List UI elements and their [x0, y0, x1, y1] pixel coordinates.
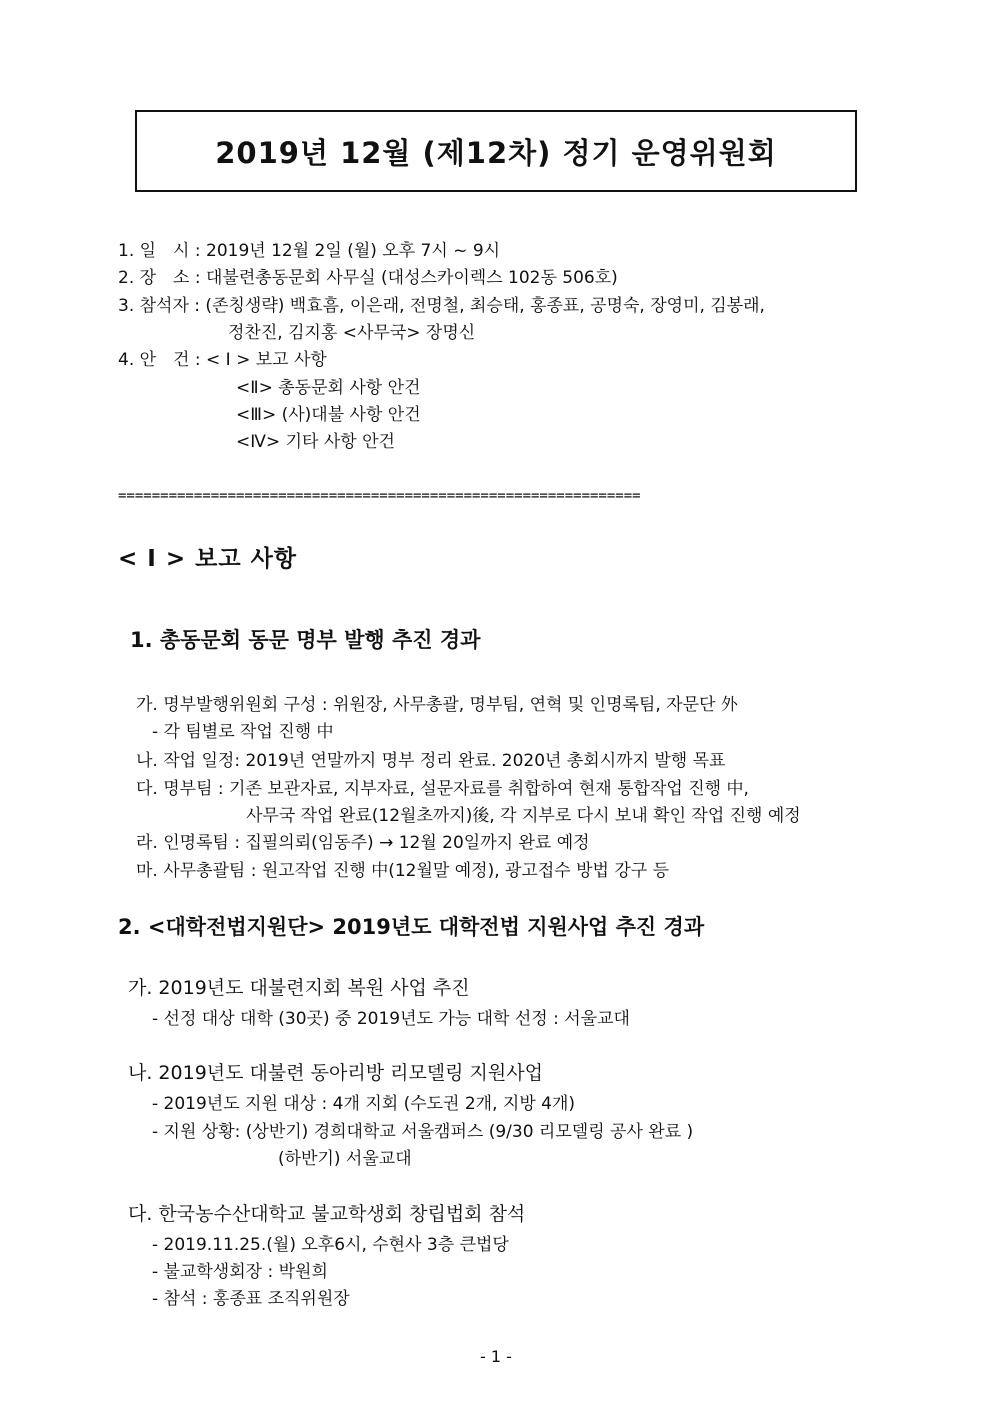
agenda-item-2: <Ⅱ> 총동문회 사항 안건 [236, 378, 421, 398]
section-heading-report: < Ⅰ > 보고 사항 [118, 546, 298, 572]
list-item: 사무국 작업 완료(12월초까지)後, 각 지부로 다시 보내 확인 작업 진행 예정 [246, 806, 801, 826]
meeting-place: 2. 장 소 : 대불련총동문회 사무실 (대성스카이렉스 102동 506호) [118, 268, 618, 288]
list-item: 다. 명부팀 : 기존 보관자료, 지부자료, 설문자료를 취합하여 현재 통합작업 진행 中, [136, 779, 749, 799]
list-item: (하반기) 서울교대 [278, 1149, 412, 1169]
item-heading: 가. 2019년도 대불련지회 복원 사업 추진 [128, 977, 470, 999]
agenda-item-3: <Ⅲ> (사)대불 사항 안건 [236, 405, 421, 425]
subsection-heading-2: 2. <대학전법지원단> 2019년도 대학전법 지원사업 추진 경과 [118, 915, 705, 939]
meeting-date: 1. 일 시 : 2019년 12월 2일 (월) 오후 7시 ~ 9시 [118, 241, 501, 261]
list-item: 마. 사무총괄팀 : 원고작업 진행 中(12월말 예정), 광고접수 방법 강구 등 [136, 861, 670, 881]
item-heading: 다. 한국농수산대학교 불교학생회 창립법회 참석 [128, 1203, 526, 1225]
attendees-line-2: 정찬진, 김지홍 <사무국> 장명신 [228, 323, 476, 343]
list-item: - 선정 대상 대학 (30곳) 중 2019년도 가능 대학 선정 : 서울교대 [152, 1009, 630, 1029]
list-item: - 불교학생회장 : 박원희 [152, 1262, 328, 1282]
attendees-line-1: 3. 참석자 : (존칭생략) 백효흠, 이은래, 전명철, 최승태, 홍종표, 공명숙, 장영미, 김봉래, [118, 296, 765, 316]
list-item: - 2019년도 지원 대상 : 4개 지회 (수도권 2개, 지방 4개) [152, 1094, 576, 1114]
title-box [135, 110, 857, 192]
agenda-item-1: 4. 안 건 : < Ⅰ > 보고 사항 [118, 350, 327, 370]
item-heading: 나. 2019년도 대불련 동아리방 리모델링 지원사업 [128, 1062, 543, 1084]
section-divider: ============================================================== [118, 488, 641, 504]
list-item: 가. 명부발행위원회 구성 : 위원장, 사무총괄, 명부팀, 연혁 및 인명록팀, 자문단 外 [136, 695, 738, 715]
list-item: - 2019.11.25.(월) 오후6시, 수현사 3층 큰법당 [152, 1235, 509, 1255]
list-item: 나. 작업 일정: 2019년 연말까지 명부 정리 완료. 2020년 총회시까지 발행 목표 [136, 751, 726, 771]
page-number: - 1 - [480, 1347, 512, 1366]
subsection-heading-1: 1. 총동문회 동문 명부 발행 추진 경과 [130, 628, 481, 652]
list-item: - 각 팀별로 작업 진행 中 [152, 722, 334, 742]
document-title: 2019년 12월 (제12차) 정기 운영위원회 [215, 135, 777, 170]
list-item: - 참석 : 홍종표 조직위원장 [152, 1289, 350, 1309]
agenda-item-4: <Ⅳ> 기타 사항 안건 [236, 432, 395, 452]
list-item: - 지원 상황: (상반기) 경희대학교 서울캠퍼스 (9/30 리모델링 공사 완료 ) [152, 1122, 694, 1142]
list-item: 라. 인명록팀 : 집필의뢰(임동주) → 12월 20일까지 완료 예정 [136, 833, 590, 853]
